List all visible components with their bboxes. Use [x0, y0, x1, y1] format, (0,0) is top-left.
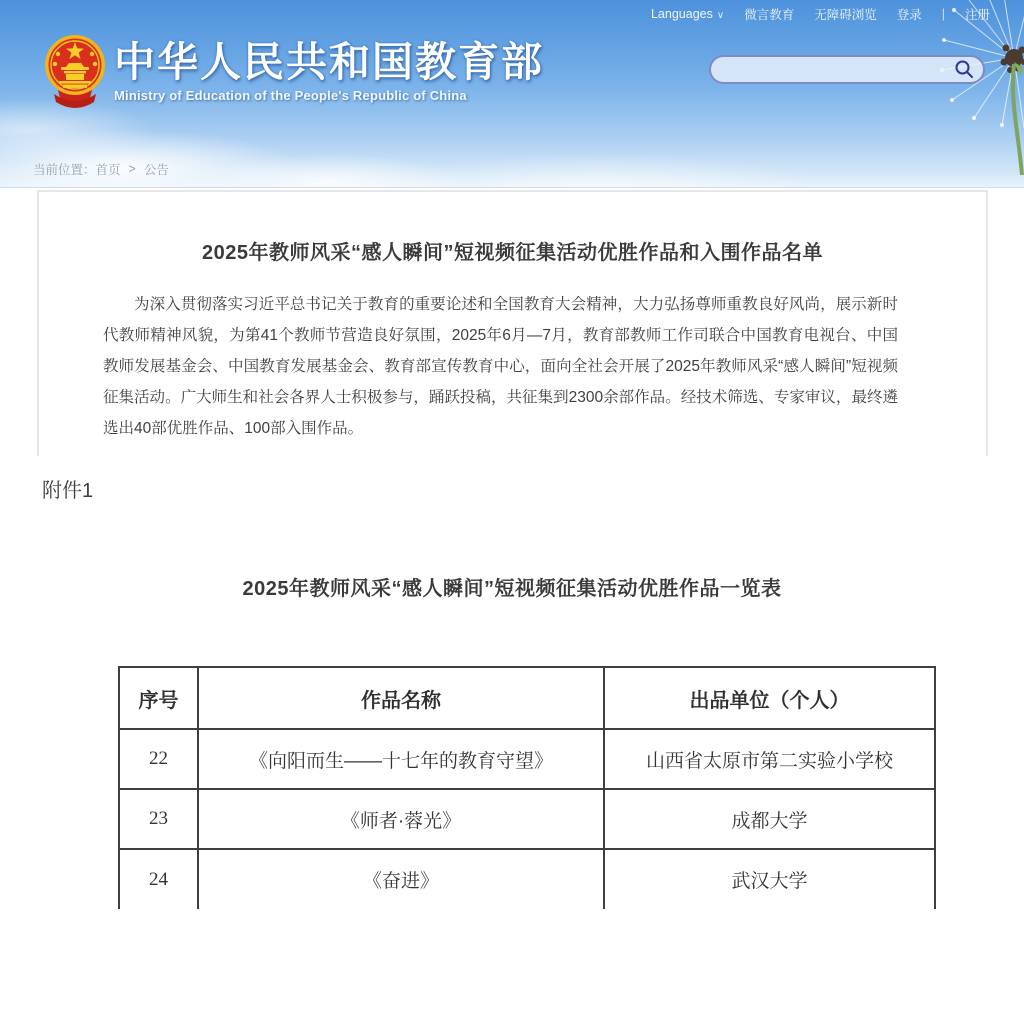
- attachment-table-title: 2025年教师风采“感人瞬间”短视频征集活动优胜作品一览表: [242, 578, 782, 600]
- dandelion-image: [914, 0, 1024, 175]
- breadcrumb-home-link[interactable]: 当前位置：首页: [33, 163, 121, 177]
- table-header-row: [119, 667, 935, 729]
- column-header-title: 作品名称: [198, 667, 604, 729]
- winning-works-table: [118, 666, 936, 909]
- search-bar: [709, 55, 985, 84]
- chevron-down-icon: ∨: [716, 10, 725, 21]
- cell-unit: 成都大学: [604, 789, 935, 849]
- accessibility-link[interactable]: 无障碍浏览: [814, 8, 877, 22]
- table-row: [119, 849, 935, 909]
- site-title-block: [114, 38, 544, 103]
- breadcrumb: [33, 160, 169, 178]
- cell-title: 《奋进》: [198, 849, 604, 909]
- breadcrumb-separator: >: [128, 162, 136, 176]
- cell-title: 《向阳而生——十七年的教育守望》: [198, 729, 604, 789]
- article-panel: [37, 190, 988, 456]
- cell-no: 24: [119, 849, 198, 909]
- national-emblem-logo[interactable]: [44, 34, 106, 112]
- register-link[interactable]: 注册: [964, 8, 990, 22]
- cell-no: 22: [119, 729, 198, 789]
- search-icon: [954, 59, 974, 79]
- cell-unit: 山西省太原市第二实验小学校: [604, 729, 935, 789]
- table-row: [119, 729, 935, 789]
- results-table-body: [119, 729, 935, 909]
- site-subtitle: Ministry of Education of the People's Republic of China: [114, 88, 467, 103]
- breadcrumb-current-link[interactable]: 公告: [143, 163, 169, 177]
- article-title: 2025年教师风采“感人瞬间”短视频征集活动优胜作品和入围作品名单: [202, 242, 823, 264]
- table-row: [119, 789, 935, 849]
- languages-menu[interactable]: Languages ∨: [650, 7, 725, 21]
- cell-no: 23: [119, 789, 198, 849]
- cell-title: 《师者·蓉光》: [198, 789, 604, 849]
- article-paragraph: 为深入贯彻落实习近平总书记关于教育的重要论述和全国教育大会精神，大力弘扬尊师重教良好风尚，展示新时代教师精神风貌，为第41个教师节营造良好氛围，2025年6月—7月，教育部教师工作司联合中国教育电视台、中国教师发展基金会、中国教育发展基金会、教育部宣传教育中心，面向全社会开展了2025年教师风采“感人瞬间”短视频征集活动。广大师生和社会各界人士积极参与，踊跃投稿，共征集到2300余部作品。经技术筛选、专家审议，最终遴选出40部优胜作品、100部入围作品。: [103, 296, 898, 437]
- column-header-no: 序号: [119, 667, 198, 729]
- top-utility-nav: [651, 5, 990, 23]
- weiyan-link[interactable]: 微言教育: [744, 8, 795, 22]
- login-link[interactable]: 登录: [896, 8, 922, 22]
- site-title: 中华人民共和国教育部: [114, 39, 544, 85]
- cell-unit: 武汉大学: [604, 849, 935, 909]
- search-input[interactable]: [721, 57, 951, 82]
- attachment-label: 附件1: [42, 480, 94, 502]
- search-button[interactable]: [953, 59, 975, 81]
- site-banner: [0, 0, 1024, 188]
- nav-separator: |: [941, 7, 945, 21]
- column-header-unit: 出品单位（个人）: [604, 667, 935, 729]
